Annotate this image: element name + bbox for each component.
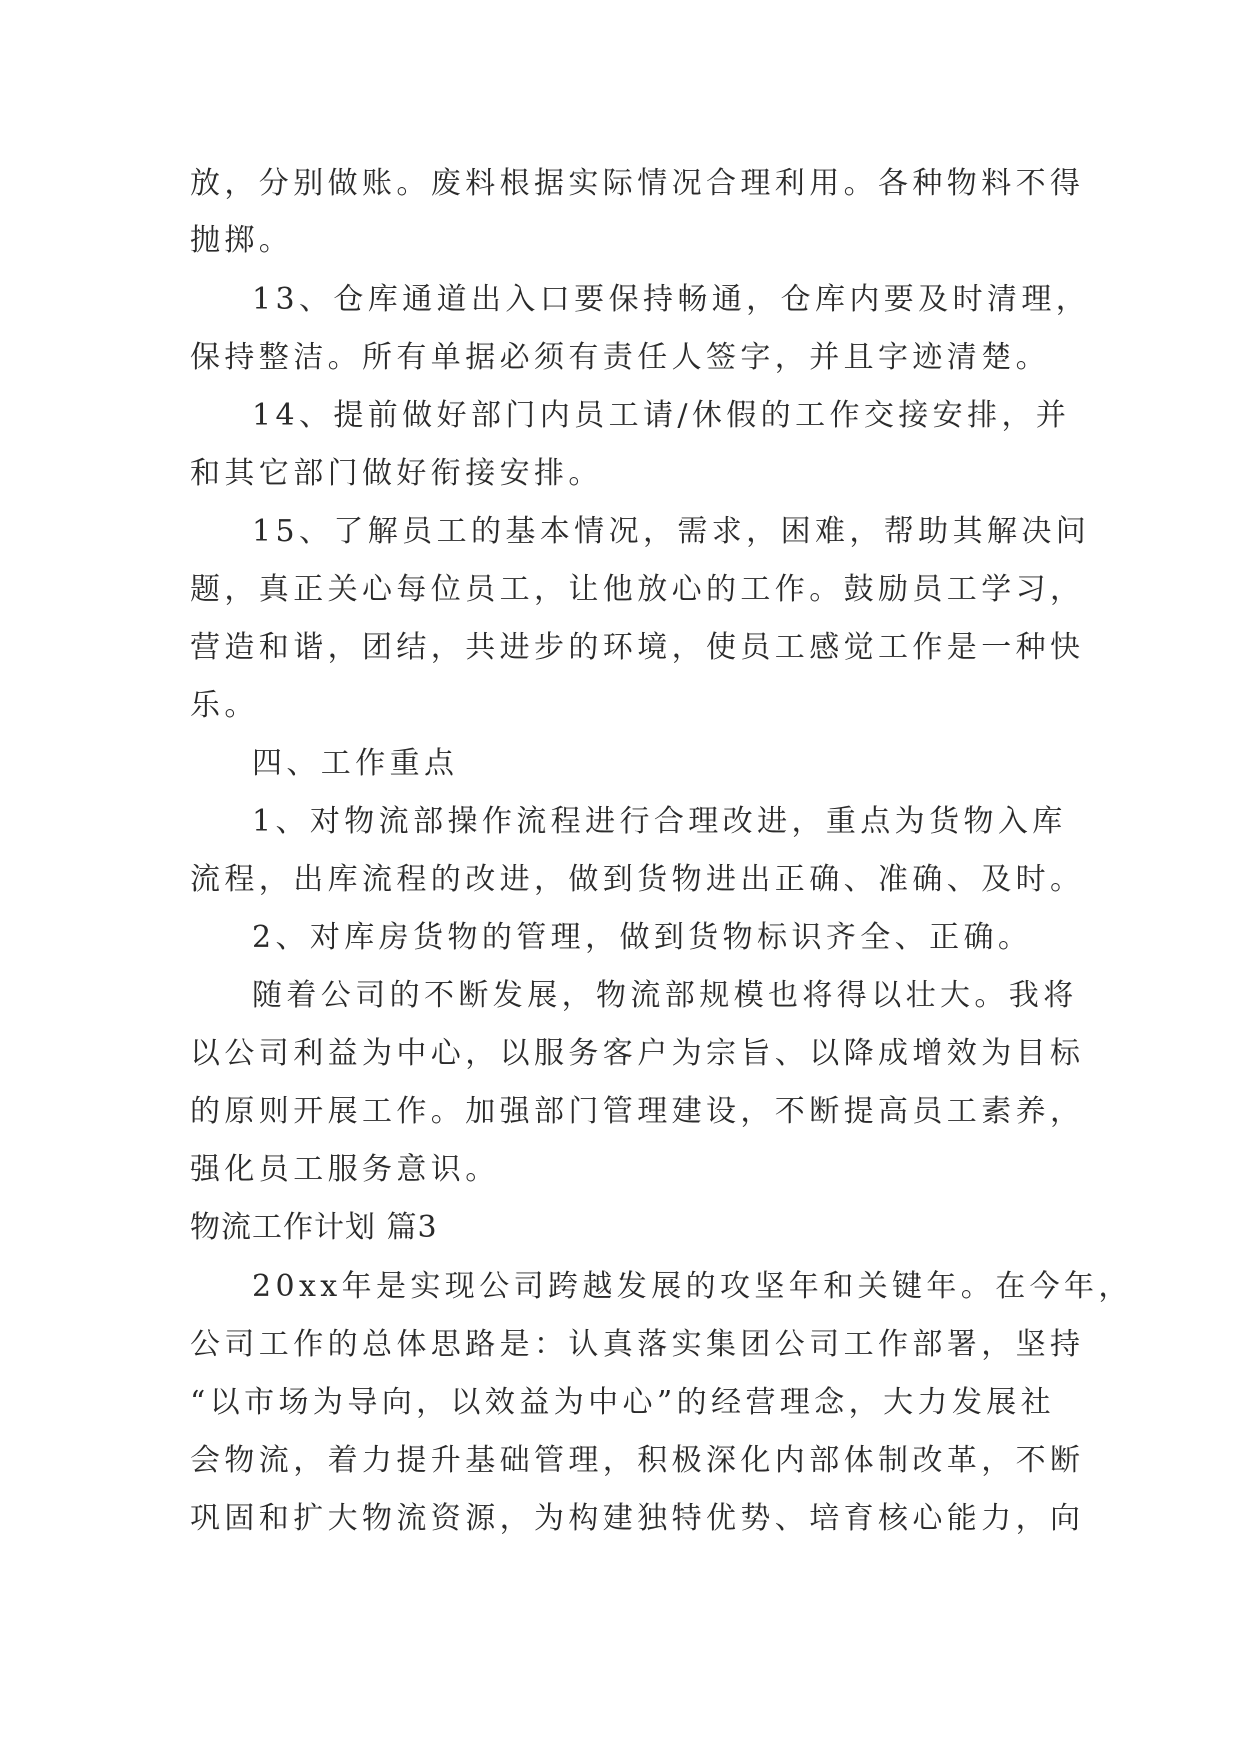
text-line: 抛掷。 bbox=[190, 223, 294, 258]
text-line: “以市场为导向，以效益为中心”的经营理念，大力发展社 bbox=[190, 1385, 1056, 1420]
text-line: 以公司利益为中心，以服务客户为宗旨、以降成增效为目标 bbox=[190, 1036, 1085, 1071]
text-line: 乐。 bbox=[190, 688, 259, 723]
section-heading: 四、工作重点 bbox=[252, 746, 459, 781]
text-line: 巩固和扩大物流资源，为构建独特优势、培育核心能力，向 bbox=[190, 1501, 1085, 1536]
text-line: 1、对物流部操作流程进行合理改进，重点为货物入库 bbox=[252, 804, 1067, 839]
text-line: 的原则开展工作。加强部门管理建设，不断提高员工素养， bbox=[190, 1094, 1085, 1129]
text-line: 营造和谐，团结，共进步的环境，使员工感觉工作是一种快 bbox=[190, 630, 1085, 665]
text-line: 放，分别做账。废料根据实际情况合理利用。各种物料不得 bbox=[190, 166, 1085, 201]
text-line: 2、对库房货物的管理，做到货物标识齐全、正确。 bbox=[252, 920, 1033, 955]
text-line: 随着公司的不断发展，物流部规模也将得以壮大。我将 bbox=[252, 978, 1078, 1013]
text-line: 14、提前做好部门内员工请/休假的工作交接安排，并 bbox=[252, 398, 1071, 433]
text-line: 和其它部门做好衔接安排。 bbox=[190, 456, 603, 491]
article-title: 物流工作计划 篇3 bbox=[190, 1210, 438, 1245]
text-line: 20xx年是实现公司跨越发展的攻坚年和关键年。在今年， bbox=[252, 1269, 1133, 1304]
text-line: 题，真正关心每位员工，让他放心的工作。鼓励员工学习， bbox=[190, 572, 1085, 607]
text-line: 保持整洁。所有单据必须有责任人签字，并且字迹清楚。 bbox=[190, 340, 1050, 375]
text-line: 会物流，着力提升基础管理，积极深化内部体制改革，不断 bbox=[190, 1443, 1085, 1478]
text-line: 15、了解员工的基本情况，需求，困难，帮助其解决问 bbox=[252, 514, 1091, 549]
text-line: 强化员工服务意识。 bbox=[190, 1152, 500, 1187]
text-line: 13、仓库通道出入口要保持畅通，仓库内要及时清理， bbox=[252, 282, 1091, 317]
text-line: 公司工作的总体思路是：认真落实集团公司工作部署，坚持 bbox=[190, 1327, 1085, 1362]
text-line: 流程，出库流程的改进，做到货物进出正确、准确、及时。 bbox=[190, 862, 1085, 897]
